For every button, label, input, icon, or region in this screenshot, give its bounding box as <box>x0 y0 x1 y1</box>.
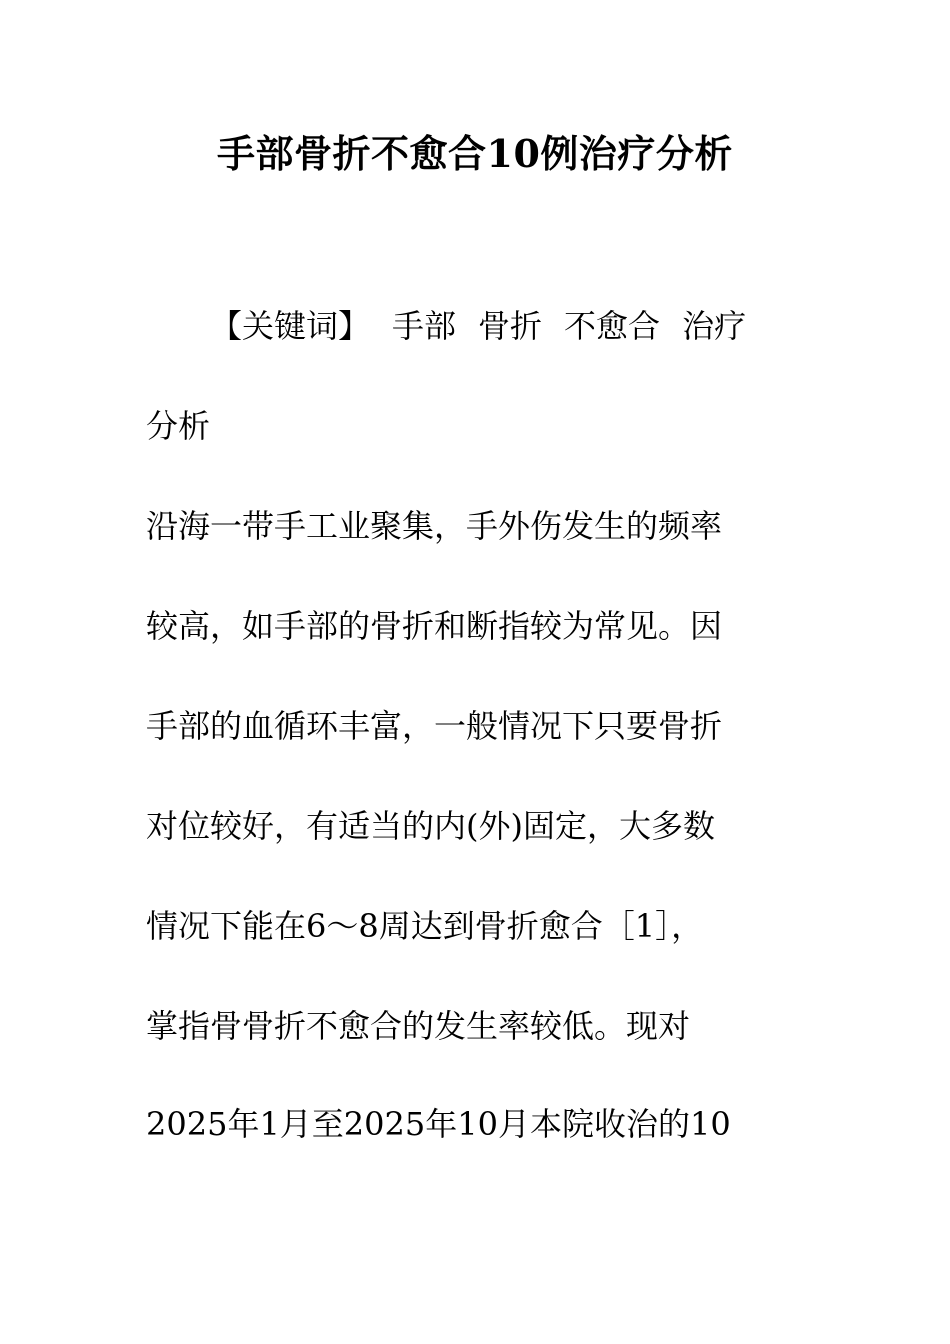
body-line-2: 较高，如手部的骨折和断指较为常见。因 <box>146 607 723 645</box>
keywords-line-continued: 分析 <box>146 407 211 445</box>
page-title: 手部骨折不愈合10例治疗分析 <box>217 131 733 176</box>
body-line-7: 2025年1月至2025年10月本院收治的10 <box>146 1105 731 1143</box>
keywords-line <box>210 304 746 348</box>
body-line-4: 对位较好，有适当的内(外)固定，大多数 <box>146 807 715 845</box>
body-line-5: 情况下能在6～8周达到骨折愈合［1］， <box>146 907 704 945</box>
keyword-4: 治疗 <box>682 307 747 345</box>
body-line-6: 掌指骨骨折不愈合的发生率较低。现对 <box>146 1007 691 1045</box>
body-line-3: 手部的血循环丰富，一般情况下只要骨折 <box>146 707 723 745</box>
keyword-3: 不愈合 <box>564 307 661 345</box>
keyword-1: 手部 <box>392 307 457 345</box>
body-line-1: 沿海一带手工业聚集，手外伤发生的频率 <box>146 507 723 545</box>
keywords-label: 【关键词】 <box>210 307 371 345</box>
keyword-2: 骨折 <box>478 307 543 345</box>
